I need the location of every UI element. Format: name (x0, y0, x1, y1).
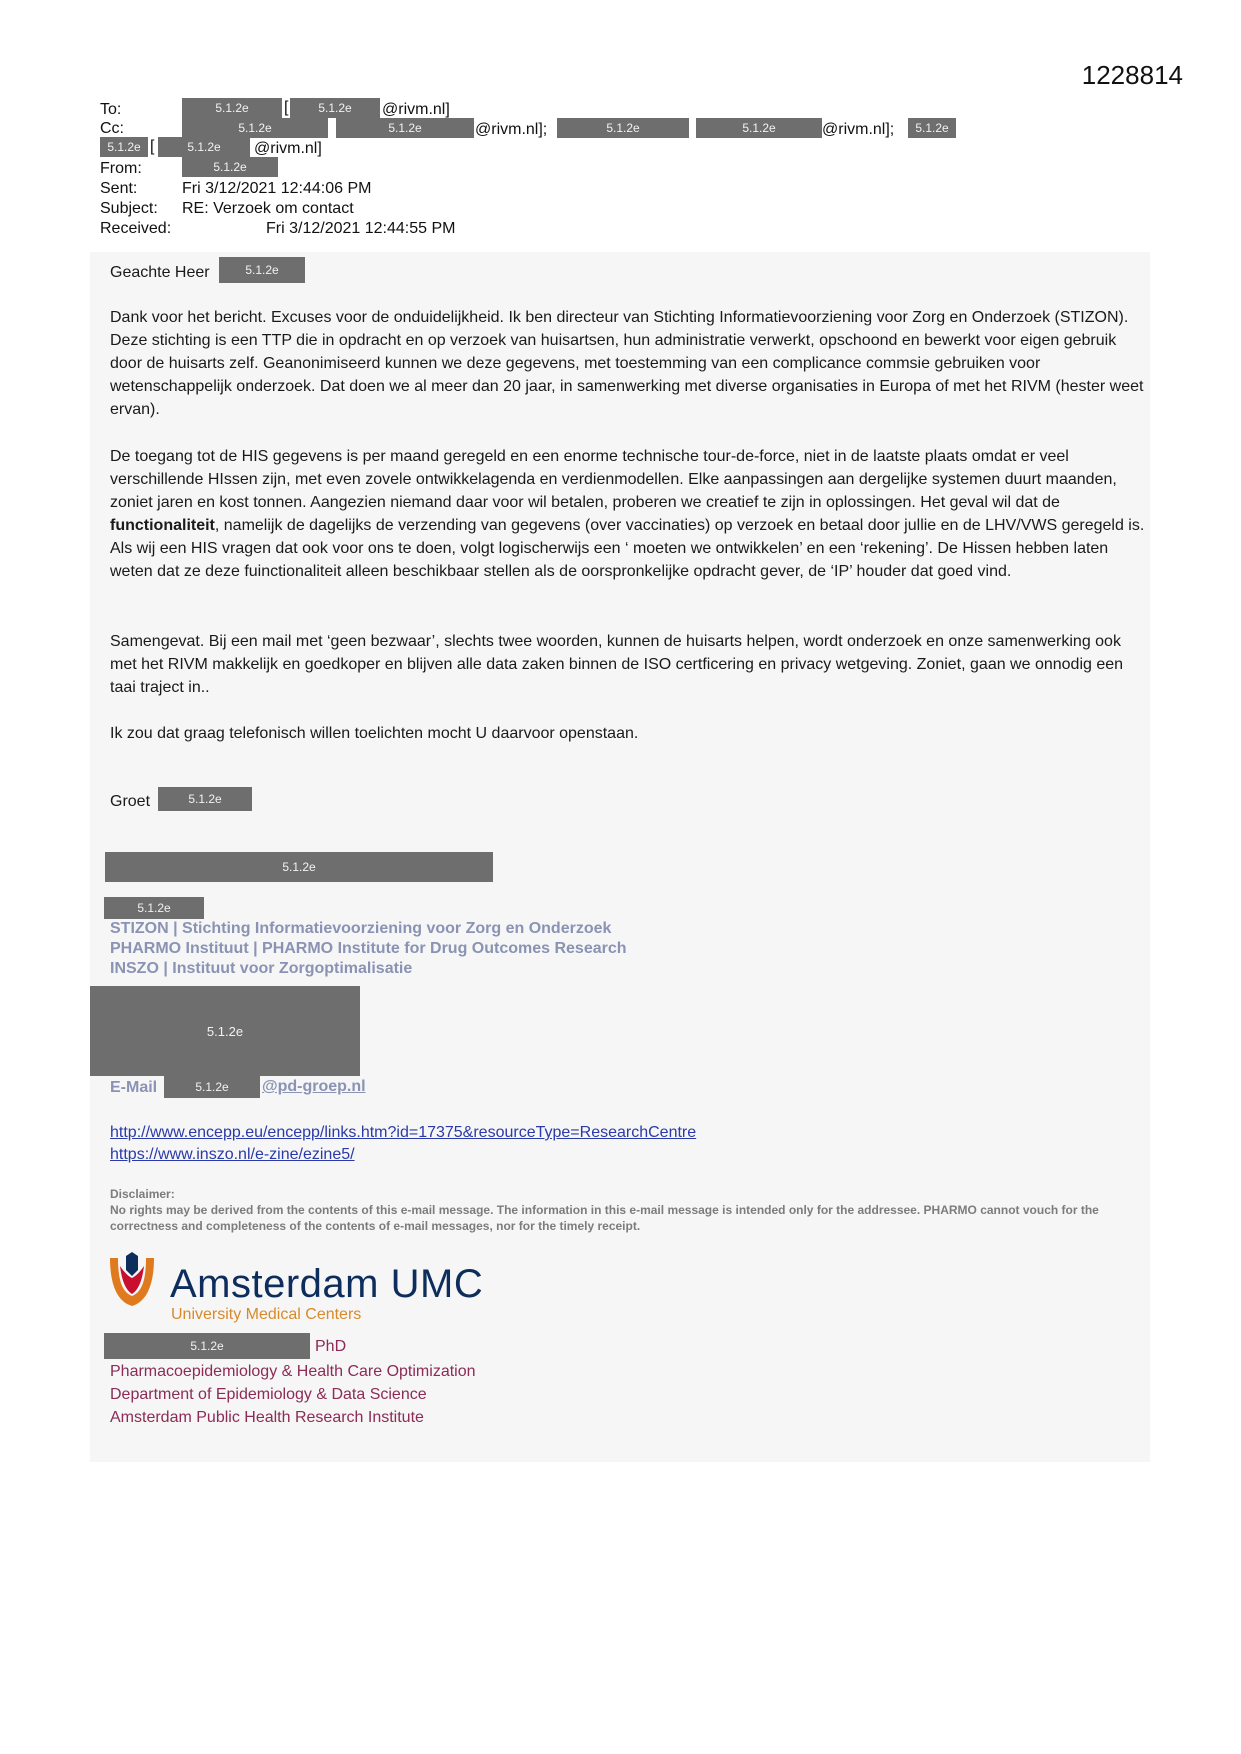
subject-label: Subject: (100, 200, 158, 217)
bracket: [ (150, 138, 155, 155)
paragraph-2 (110, 445, 1150, 583)
bracket: [ (284, 99, 289, 116)
redaction: 5.1.2e (164, 1076, 260, 1098)
redaction: 5.1.2e (158, 137, 250, 157)
closing: Groet (110, 793, 151, 810)
cc-domain-2: @rivm.nl]; (822, 121, 895, 138)
umc-line-2: Department of Epidemiology & Data Science (110, 1386, 427, 1403)
signature-org-inszo: INSZO | Instituut voor Zorgoptimalisatie (110, 960, 413, 977)
signature-org-pharmo: PHARMO Instituut | PHARMO Institute for Drug Outcomes Research (110, 940, 627, 957)
redaction: 5.1.2e (158, 787, 252, 811)
paragraph-2-text: De toegang tot de HIS gegevens is per maand geregeld en een enorme technische tour-de-force, niet in de laatste plaats omdat er veel verschillende HIssen zijn, met even zovele ontwikkelagenda en verdienmodellen. Elke aanpassingen aan dergelijke systemen duurt maanden, zoniet jaren en kost tonnen. Aangezien niemand daar voor wil betalen, proberen we creatief te zijn in oplossingen. Het geval wil dat de (110, 448, 1117, 511)
redaction: 5.1.2e (104, 1333, 310, 1359)
email-link[interactable]: @pd-groep.nl (262, 1078, 366, 1095)
redaction: 5.1.2e (182, 118, 328, 138)
cc-domain-1: @rivm.nl]; (475, 121, 548, 138)
redaction: 5.1.2e (105, 852, 493, 882)
umc-line-1: Pharmacoepidemiology & Health Care Optimization (110, 1363, 476, 1380)
sent-label: Sent: (100, 180, 138, 197)
redaction: 5.1.2e (100, 137, 148, 157)
subject-value: RE: Verzoek om contact (182, 200, 354, 217)
umc-line-3: Amsterdam Public Health Research Institute (110, 1409, 424, 1426)
amsterdam-umc-logo-text: Amsterdam UMC (170, 1262, 484, 1306)
amsterdam-umc-logo-icon (106, 1252, 158, 1310)
document-number: 1228814 (1081, 60, 1183, 90)
redaction: 5.1.2e (336, 118, 474, 138)
to-label: To: (100, 101, 122, 118)
amsterdam-umc-logo-subtitle: University Medical Centers (171, 1306, 362, 1323)
redaction: 5.1.2e (290, 98, 380, 118)
paragraph-3: Samengevat. Bij een mail met ‘geen bezwaar’, slechts twee woorden, kunnen de huisarts helpen, wordt onderzoek en onze samenwerking ook met het RIVM makkelijk en goedkoper en blijven alle data zaken binnen de ISO certficering en privacy wetgeving. Zoniet, gaan we onnodig een taai traject in.. (110, 633, 1124, 696)
from-label: From: (100, 160, 142, 177)
to-domain: @rivm.nl] (382, 101, 450, 118)
paragraph-4: Ik zou dat graag telefonisch willen toelichten mocht U daarvoor openstaan. (110, 725, 639, 742)
cc-domain-3: @rivm.nl] (254, 140, 322, 157)
paragraph-1: Dank voor het bericht. Excuses voor de onduidelijkheid. Ik ben directeur van Stichting Informatievoorziening voor Zorg en Onderzoek (STIZON). Deze stichting is een TTP die in opdracht en op verzoek van huisartsen, hun administratie verwerkt, opschoond en bewerkt voor eigen gebruik door de huisarts zelf. Geanonimiseerd kunnen we deze gegevens, met toestemming van een complicance commsie gebruiken voor wetenschappelijk onderzoek. Dat doen we al meer dan 20 jaar, in samenwerking met diverse organisaties in Europa of met het RIVM (hester weet ervan). (110, 309, 1144, 418)
redaction: 5.1.2e (182, 157, 278, 177)
signature-org-stizon: STIZON | Stichting Informatievoorziening voor Zorg en Onderzoek (110, 920, 612, 937)
redaction: 5.1.2e (908, 118, 956, 138)
email-label: E-Mail (110, 1079, 158, 1096)
redaction: 5.1.2e (696, 118, 822, 138)
redaction: 5.1.2e (182, 98, 282, 118)
disclaimer-title: Disclaimer: (110, 1187, 175, 1201)
received-value: Fri 3/12/2021 12:44:55 PM (266, 220, 456, 237)
greeting-text: Geachte Heer (110, 264, 210, 281)
umc-title: PhD (315, 1338, 347, 1355)
disclaimer-text: No rights may be derived from the contents of this e-mail message. The information in this e-mail message is intended only for the addressee. PHARMO cannot vouch for the correctness and completeness of the contents of e-mail messages, nor for the timely receipt. (110, 1203, 1099, 1233)
paragraph-2-bold: functionaliteit (110, 517, 215, 534)
inszo-link[interactable]: https://www.inszo.nl/e-zine/ezine5/ (110, 1146, 355, 1163)
paragraph-2-text: , namelijk de dagelijks de verzending van gegevens (over vaccinaties) op verzoek en betaal door jullie en de LHV/VWS geregeld is. Als wij een HIS vragen dat ook voor ons te doen, volgt logischerwijs een ‘ moeten we ontwikkelen’ en een ‘rekening’. De Hissen hebben laten weten dat ze deze fuinctionaliteit alleen beschikbaar stellen als de oorspronkelijke opdracht gever, de ‘IP’ houder dat goed vind. (110, 517, 1145, 580)
sent-value: Fri 3/12/2021 12:44:06 PM (182, 180, 372, 197)
redaction: 5.1.2e (557, 118, 689, 138)
redaction: 5.1.2e (90, 986, 360, 1076)
cc-label: Cc: (100, 120, 124, 137)
redaction: 5.1.2e (104, 897, 204, 919)
received-label: Received: (100, 220, 172, 237)
redaction: 5.1.2e (219, 257, 305, 283)
encepp-link[interactable]: http://www.encepp.eu/encepp/links.htm?id=17375&resourceType=ResearchCentre (110, 1124, 697, 1141)
